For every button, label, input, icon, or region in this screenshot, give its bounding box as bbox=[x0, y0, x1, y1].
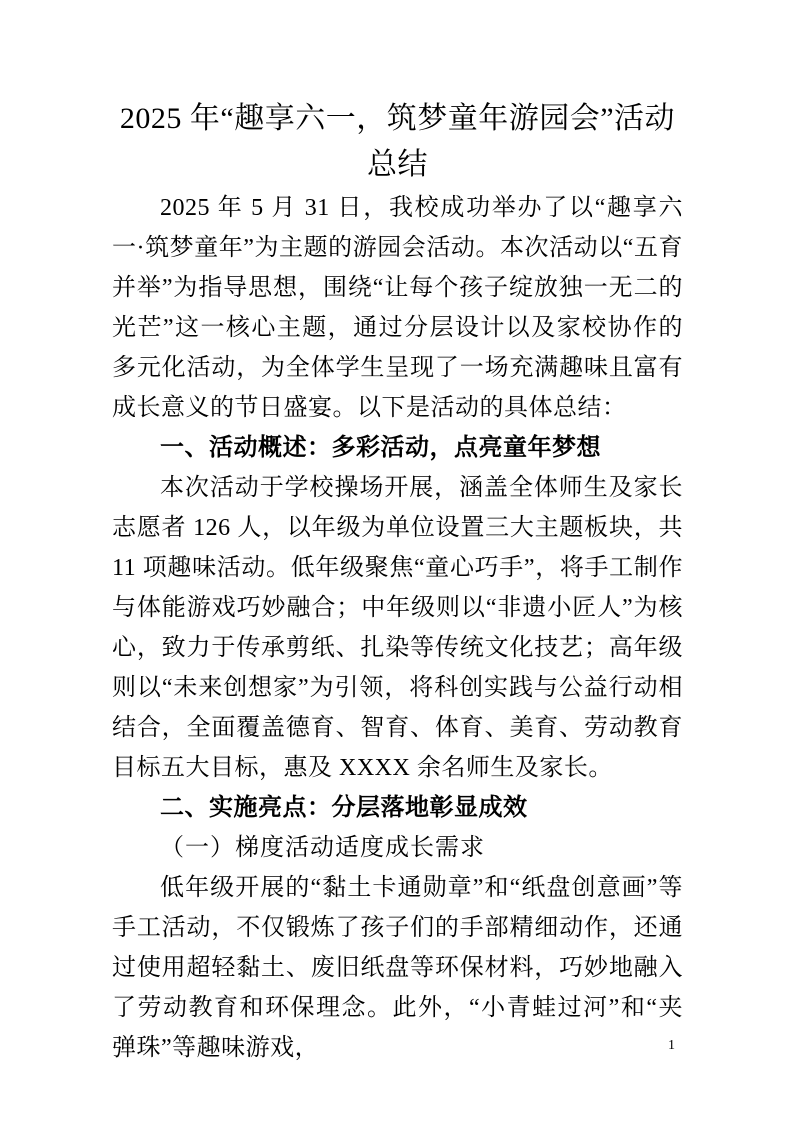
paragraph-section-2-1-body: 低年级开展的“黏土卡通勋章”和“纸盘创意画”等手工活动，不仅锻炼了孩子们的手部精细动作，还通过使用超轻黏土、废旧纸盘等环保材料，巧妙地融入了劳动教育和环保理念。此外，“小青蛙过河”和“夹弹珠”等趣味游戏， bbox=[112, 875, 683, 1061]
paragraph-intro: 2025 年 5 月 31 日，我校成功举办了以“趣享六一·筑梦童年”为主题的游园会活动。本次活动以“五育并举”为指导思想，围绕“让每个孩子绽放独一无二的光芒”这一核心主题，通过分层设计以及家校协作的多元化活动，为全体学生呈现了一场充满趣味且富有成长意义的节日盛宴。以下是活动的具体总结： bbox=[112, 195, 683, 421]
heading-section-2: 二、实施亮点：分层落地彰显成效 bbox=[160, 794, 528, 821]
heading-section-1: 一、活动概述：多彩活动，点亮童年梦想 bbox=[160, 434, 601, 461]
paragraph-section-1-overview: 本次活动于学校操场开展，涵盖全体师生及家长志愿者 126 人，以年级为单位设置三大主题板块，共 11 项趣味活动。低年级聚焦“童心巧手”，将手工制作与体能游戏巧妙融合；中年级则以“非遗小匠人”为核心，致力于传承剪纸、扎染等传统文化技艺；高年级则以“未来创想家”为引领，将科创实践与公益行动相结合，全面覆盖德育、智育、体育、美育、劳动教育目标五大目标，惠及 XXXX 余名师生及家长。 bbox=[112, 475, 683, 781]
subheading-section-2-1: （一）梯度活动适度成长需求 bbox=[160, 835, 485, 861]
page-number: 1 bbox=[668, 1038, 675, 1053]
document-title: 2025 年“趣享六一，筑梦童年游园会”活动总结 bbox=[119, 102, 676, 181]
